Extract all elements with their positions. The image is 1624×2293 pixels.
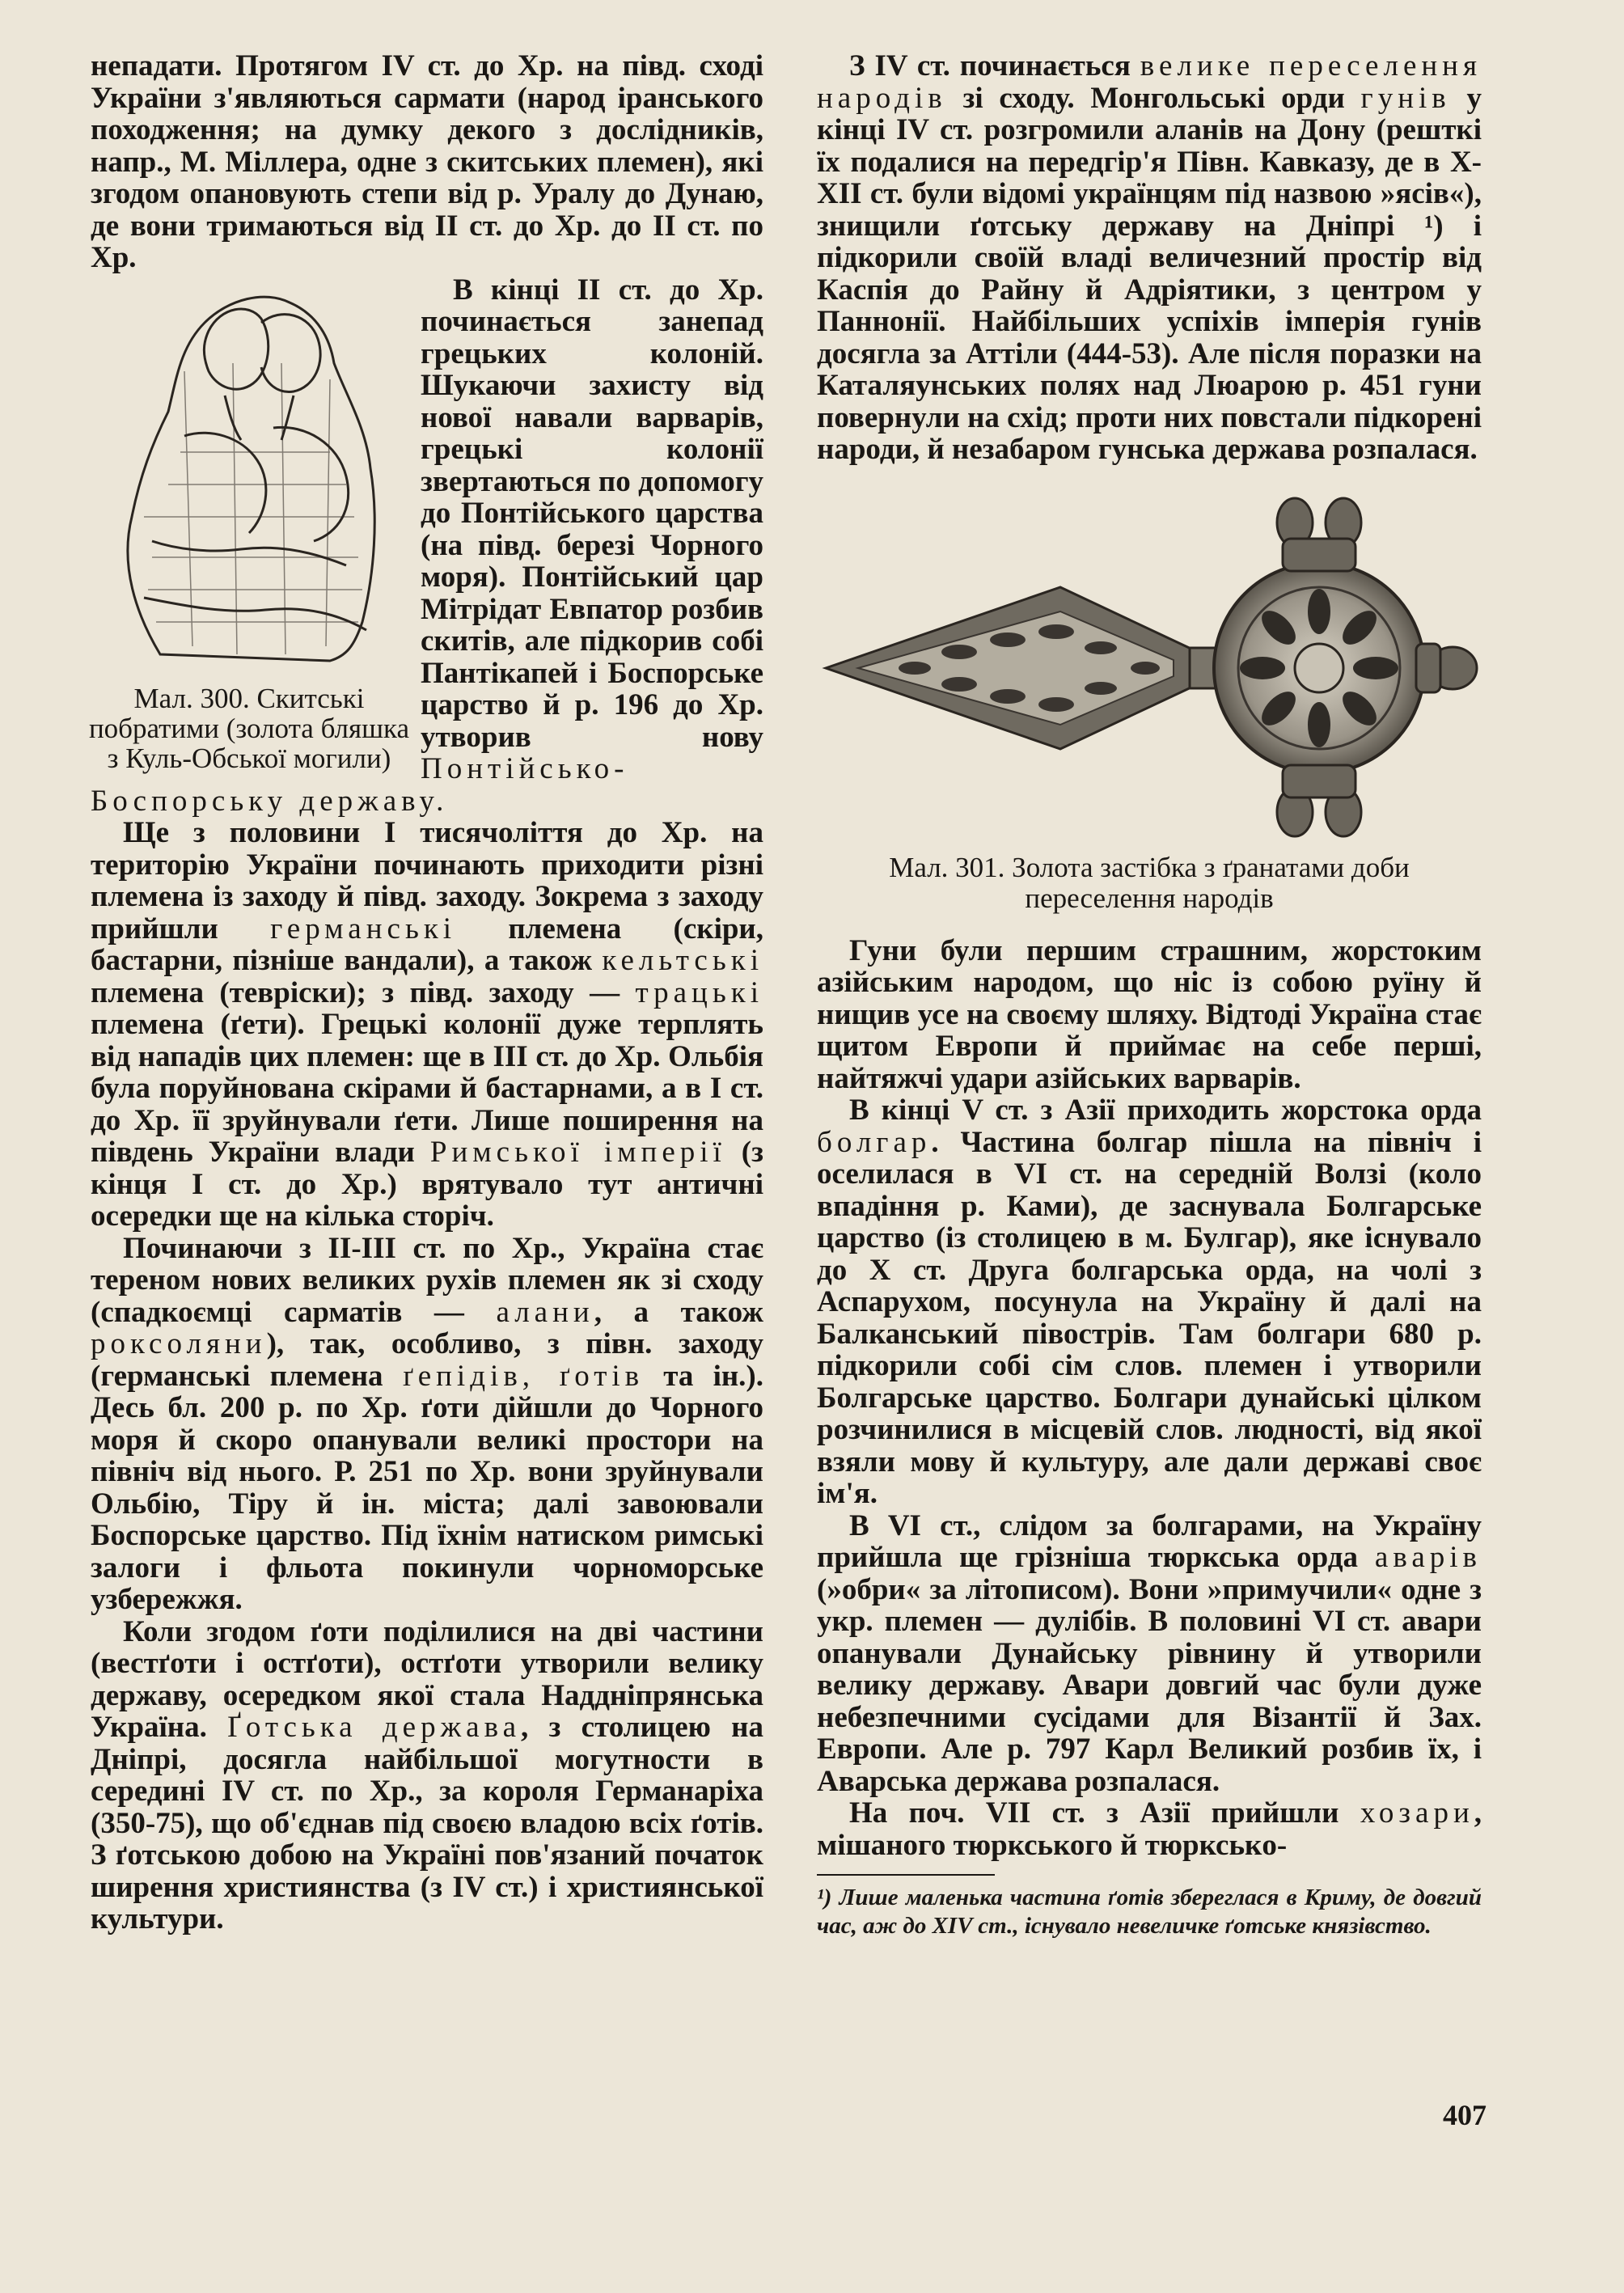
right-paragraph-4: [817, 1510, 1482, 1798]
figure-300-caption: Мал. 300. Скитські побратими (золота бляшка з Куль-Обської могили): [88, 682, 410, 774]
right-paragraph-1: [817, 50, 1482, 466]
spaced-term: трацькі: [635, 975, 763, 1009]
spaced-term: германські: [270, 912, 457, 946]
left-paragraph-5: [91, 1616, 763, 1936]
spaced-term: гунів: [1360, 81, 1451, 115]
text-span: На поч. VII ст. з Азії прийшли: [849, 1796, 1360, 1830]
text-span: у кінці IV ст. розгромили аланів на Дону (решткі їх подалися на передгір'я Півн. Кавказу, де в X-XII ст. були відомі українцям під назвою »ясів«), знищили ґотську державу на Дніпрі ¹) і підкорили своїй владі величезний простір від Каспія до Райну й Адріятики, з центром у Паннонії. Найбільших успіхів імперія гунів досягла за Аттіли (444-53). Але після поразки на Каталяунських полях над Люарою р. 451 гуни повернули на схід; проти них повстали підкорені народи, й незабаром гунська держава розпалася.: [817, 81, 1482, 466]
left-paragraph-3: [91, 817, 763, 1233]
text-span: В VI ст., слідом за болгарами, на Україну прийшла ще грізніша тюркська орда: [817, 1508, 1482, 1574]
text-span: Коли згодом ґоти поділилися на дві частини (вестґоти і остґоти), остґоти утворили велику державу, осередком якої стала Наддніпрянська Україна.: [91, 1614, 763, 1744]
text-span: племена (тевріски); з півд. заходу —: [91, 975, 636, 1009]
figure-300: [87, 274, 411, 773]
spaced-term: Понтійсько-Боспорську державу.: [91, 752, 629, 818]
footnote-divider: [817, 1874, 995, 1876]
text-span: , а також: [594, 1295, 763, 1329]
text-span: ), так, особливо, з півн. заходу (германські племена: [91, 1327, 763, 1393]
text-span: , мішаного тюркського й тюркськo-: [817, 1796, 1482, 1862]
text-span: В кінці II ст. до Хр. починається занепад грецьких колоній. Шукаючи захисту від нової навали варварів, грецькі колонії звертаються по допомогу до Понтійського царства (на півд. березі Чорного моря). Понтійський цар Мітрідат Евпатор розбив скитів, але підкорив собі Пантікапей і Боспорське царство й р. 196 до Хр. утворив нову: [421, 273, 763, 754]
spaced-term: Ґотська держава: [227, 1711, 521, 1744]
page-number: 407: [1443, 2099, 1487, 2131]
figure-300-image: [87, 274, 411, 679]
text-span: З IV ст. починається: [849, 49, 1140, 82]
figure-301: [817, 490, 1482, 914]
text-span: В кінці V ст. з Азії приходить жорстока орда: [849, 1094, 1482, 1127]
spaced-term: ґепідів, ґотів: [402, 1359, 645, 1393]
spaced-term: болгар: [817, 1125, 932, 1159]
spaced-term: аварів: [1374, 1541, 1482, 1574]
right-paragraph-2: Гуни були першим страшним, жорстоким азійським народом, що ніс із собою руїну й нищив усе на своєму шляху. Відтоді Україна стає щитом Европи й приймає на себе перші, найтяжчі удари азійських варварів.: [817, 933, 1482, 1095]
text-span: племена (скіри, бастарни, пізніше вандали), а також: [91, 912, 763, 977]
text-span: . Частина болгар пішла на північ і оселилася в VI ст. на середній Волзі (коло впадіння р. Ками), де заснувала Болгарське царство (із столицею в м. Булгар), яке існувало до X ст. Друга болгарська орда, на чолі з Аспарухом, посунула на Україну й далі на Балканський півострів. Там болгари 680 р. підкорили собі сім слов. племен і утворили Болгарське царство. Болгари дунайські цілком розчинилися в місцевій слов. людності, від якої взяли мову й культуру, але дали державі своє ім'я.: [817, 1125, 1482, 1510]
text-span: Починаючи з II-III ст. по Хр., Україна стає тереном нових великих рухів племен як зі сходу (спадкоємці сарматів —: [91, 1231, 763, 1329]
text-span: Ще з половини I тисячоліття до Хр. на територію України починають приходити різні племена із заходу й півд. заходу. Зокрема з заходу прийшли: [91, 816, 763, 946]
footnote: ¹) Лише маленька частина ґотів збереглася в Криму, де довгий час, аж до XIV ст., існувало невеличке ґотське князівство.: [817, 1885, 1482, 1939]
left-paragraph-4: [91, 1233, 763, 1616]
text-span: племена (ґети). Грецькі колонії дуже терплять від нападів цих племен: ще в III ст. до Хр. Ольбія була поруйнована скірами й бастарнами, а в I ст. до Хр. її зруйнували ґети. Лише поширення на південь України влади: [91, 1008, 763, 1169]
left-column: [88, 49, 764, 1936]
spaced-term: хозари: [1360, 1796, 1474, 1830]
right-column: [817, 50, 1482, 1940]
text-span: зі сходу. Монгольські орди: [946, 81, 1361, 115]
left-paragraph-1: непадати. Протягом IV ст. до Хр. на півд. сході України з'являються сармати (народ іранського походження; на думку декого з дослідників, напр., М. Міллера, одне з скитських племен), які згодом опановують степи від р. Уралу до Дунаю, де вони тримаються від II ст. до Хр. до II ст. по Хр.: [91, 49, 763, 274]
spaced-term: алани: [496, 1295, 594, 1329]
text-span: , з столицею на Дніпрі, досягла найбільшої могутности в середині IV ст. по Хр., за короля Германаріха (350-75), що об'єднав під своєю владою всіх ґотів. З ґотською добою на Україні пов'язаний початок ширення християнства (з IV ст.) і християнської культури.: [91, 1711, 763, 1936]
spaced-term: кельтські: [602, 944, 763, 977]
text-span: (з кінця I ст. до Хр.) врятувало тут античні осередки ще на кілька сторіч.: [91, 1136, 763, 1233]
text-span: та ін.). Десь бл. 200 р. по Хр. ґоти дійшли до Чорного моря й скоро опанували великі простори на північ від нього. Р. 251 по Хр. вони зруйнували Ольбію, Тіру й ін. міста; далі завоювали Боспорське царство. Під їхнім натиском римські залоги і фльота покинули чорноморське узбережжя.: [91, 1359, 764, 1616]
spaced-term: Римської імперії: [429, 1136, 726, 1169]
right-paragraph-5: [817, 1797, 1482, 1861]
figure-301-caption: Мал. 301. Золота застібка з ґранатами доби переселення народів: [889, 851, 1410, 914]
figure-301-image: [818, 490, 1481, 838]
text-span: (»обри« за літописом). Вони »примучили« одне з укр. племен — дулібів. В половині VI ст. авари опанували Дунайську рівнину й утворили велику державу. Авари довгий час були дуже небезпечними сусідами для Візантії й Зах. Европи. Але р. 797 Карл Великий розбив їх, і Аварська держава розпалася.: [817, 1572, 1482, 1798]
spaced-term: велике переселення народів: [817, 49, 1482, 115]
spaced-term: роксоляни: [91, 1327, 267, 1360]
right-paragraph-3: [817, 1094, 1482, 1510]
